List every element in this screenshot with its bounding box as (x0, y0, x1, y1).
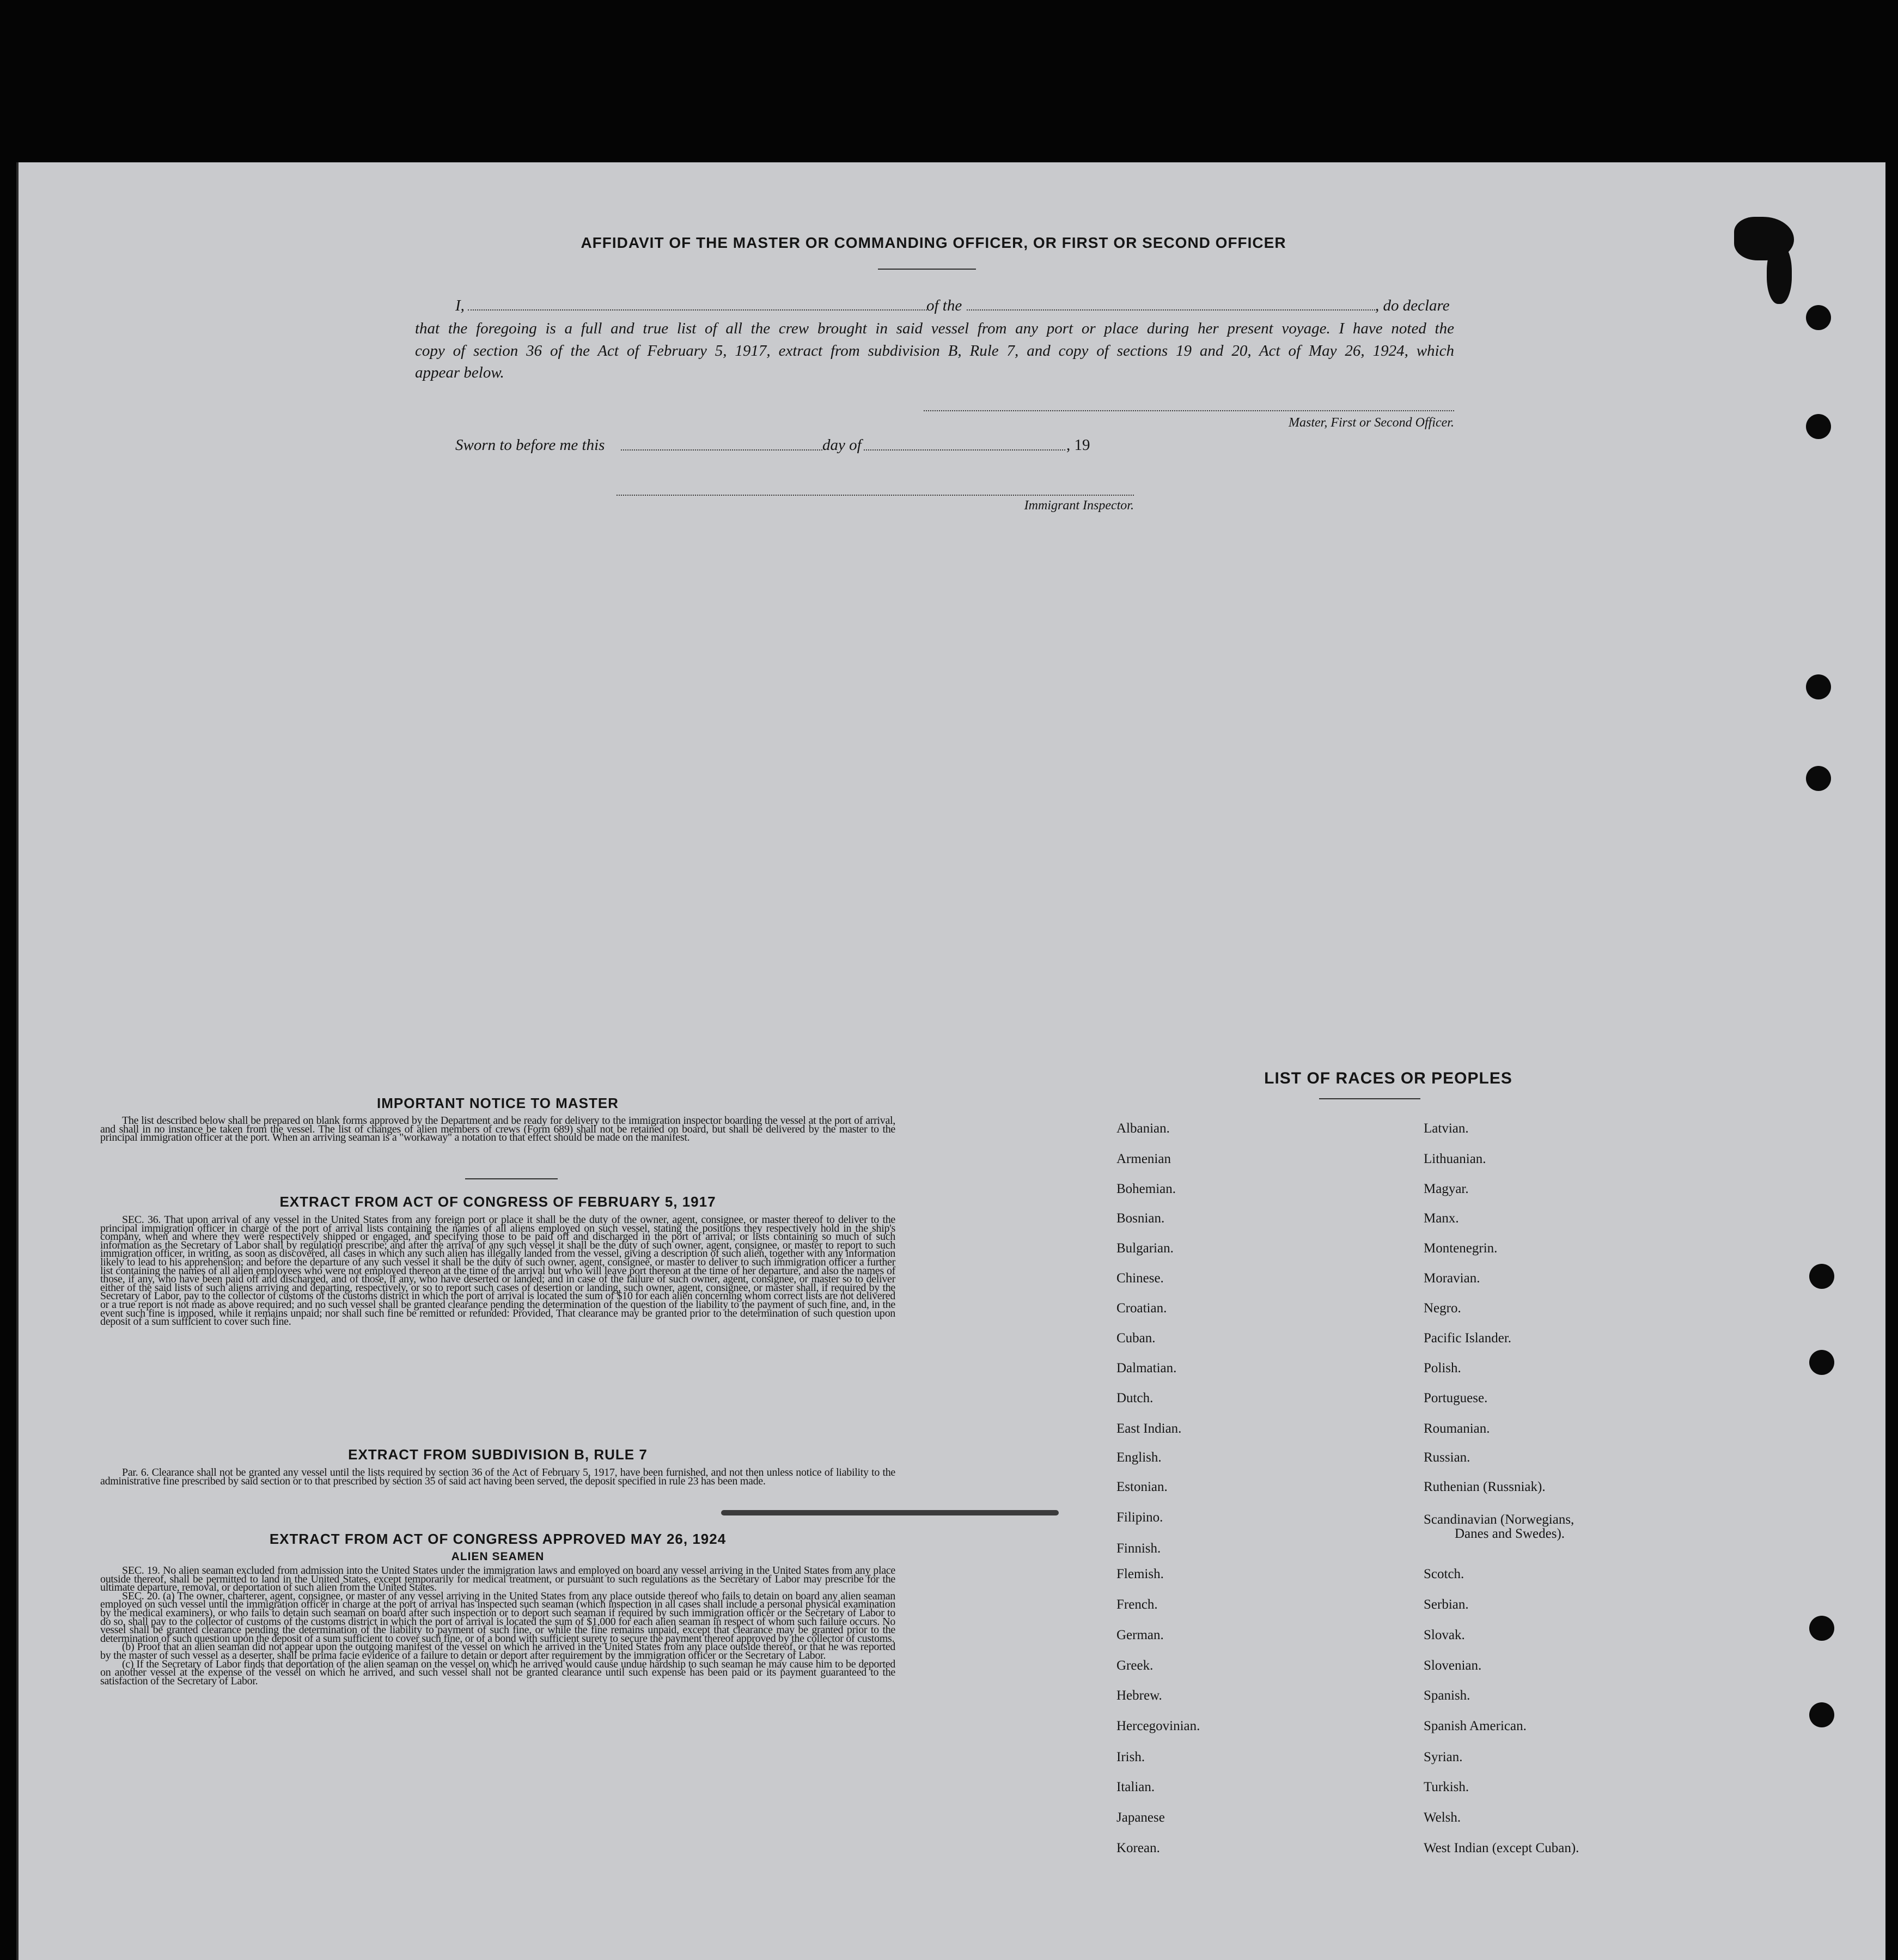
affidavit-of-the: of the (926, 297, 962, 314)
race-item: Turkish. (1424, 1780, 1469, 1794)
race-item: Polish. (1424, 1361, 1461, 1375)
race-item: East Indian. (1116, 1421, 1182, 1436)
extract-1924-title: EXTRACT FROM ACT OF CONGRESS APPROVED MAY 26, 1924 (269, 1531, 727, 1547)
punch-hole (1806, 414, 1831, 439)
section-19-paragraph: SEC. 19. No alien seaman excluded from admission into the United States under the immigration laws and employed on board any vessel arriving in the United States from any place outside thereof, shall be permitted to land in the United States, except temporarily for medical treatment, or pursuant to such regulations as the Secretary of Labor may prescribe for the ultimate departure, removal, or deportation of such alien from the United States. (100, 1565, 895, 1594)
race-item: Pacific Islander. (1424, 1331, 1512, 1346)
section-36-paragraph: SEC. 36. That upon arrival of any vessel in the United States from any foreign port or place it shall be the duty of the owner, agent, consignee, or master thereof to deliver to the principal immigration officer in charge of the port of arrival lists containing the names of all aliens employed on such vessel, stating the positions they respectively hold in the ship's company, when and where they were respectively shipped or engaged, and specifying those to be paid off and discharged in the port of arrival; or lists containing so much of such information as the Secretary of Labor shall by regulation prescribe; and after the arrival of any such vessel it shall be the duty of such owner, agent, consignee, or master to report to such immigration officer, in writing, as soon as discovered, all cases in which any such alien has illegally landed from the vessel, giving a description of such alien, together with any information likely to lead to his apprehension; and before the departure of any such vessel it shall be the duty of such owner, agent, consignee, or master to deliver to such immigration officer a further list containing the names of all alien employees who were not employed thereon at the time of the arrival but who will leave port thereon at the time of her departure, and also the names of those, if any, who have been paid off and discharged, and of those, if any, who have deserted or landed; and in case of the failure of such owner, agent, consignee, or master so to deliver either of the said lists of such aliens arriving and departing, respectively, or so to report such cases of desertion or landing, such owner, agent, consignee, or master shall, if required by the Secretary of Labor, pay to the collector of customs of the customs district in which the port of arrival is located the sum of $10 for each alien concerning whom correct lists are not delivered or a true report is not made as above required; and no such vessel shall be granted clearance pending the determination of the question of the liability to the payment of such fine, and, in the event such fine is imposed, while it remains unpaid; nor shall such fine be remitted or refunded: Provided, That clearance may be granted prior to the determination of such question upon deposit of a sum sufficient to cover such fine. (100, 1214, 895, 1328)
race-item: Manx. (1424, 1211, 1459, 1226)
punch-hole (1809, 1616, 1834, 1641)
races-title: LIST OF RACES OR PEOPLES (1264, 1069, 1512, 1087)
punch-hole (1809, 1702, 1834, 1727)
race-item: Ruthenian (Russniak). (1424, 1480, 1546, 1494)
race-item: Scotch. (1424, 1567, 1464, 1581)
affidavit-i: I, (455, 297, 465, 314)
title-divider (878, 269, 976, 270)
alien-seamen-subtitle: ALIEN SEAMEN (451, 1550, 545, 1563)
race-item: Irish. (1116, 1750, 1145, 1764)
extract-1917-title: EXTRACT FROM ACT OF CONGRESS OF FEBRUARY 5, 1917 (279, 1194, 716, 1210)
race-item: Estonian. (1116, 1480, 1168, 1494)
race-item: Flemish. (1116, 1567, 1164, 1581)
race-item: Montenegrin. (1424, 1241, 1498, 1256)
punch-hole (1809, 1350, 1834, 1375)
affidavit-title: AFFIDAVIT OF THE MASTER OR COMMANDING OFFICER, OR FIRST OR SECOND OFFICER (581, 234, 1286, 251)
sworn-month-field[interactable] (864, 449, 1065, 451)
race-item: German. (1116, 1628, 1164, 1642)
race-item: Chinese. (1116, 1271, 1164, 1286)
race-item: West Indian (except Cuban). (1424, 1841, 1579, 1855)
race-item: Magyar. (1424, 1182, 1469, 1196)
punch-hole (1806, 305, 1831, 330)
section-20a-paragraph: SEC. 20. (a) The owner, charterer, agent, consignee, or master of any vessel arriving in the United States from any place outside thereof who fails to detain on board any alien seaman employed on such vessel until the immigration officer in charge at the port of arrival has inspected such seaman (which inspection in all cases shall include a personal physical examination by the medical examiners), or who fails to detain such seaman on board after such inspection or to deport such seaman if required by such immigration officer or the Secretary of Labor to do so, shall pay to the collector of customs of the customs district in which the port of arrival is located the sum of $1,000 for each alien seaman in respect of whom such failure occurs. No vessel shall be granted clearance pending the determination of the liability to payment of such fine, or while the fine remains unpaid, except that clearance may be granted prior to the determination of such question upon the deposit of a sum sufficient to cover such fine, or of a bond with sufficient surety to secure the payment thereof approved by the collector of customs. (100, 1590, 895, 1645)
race-item: Welsh. (1424, 1810, 1461, 1825)
section-20c-paragraph: (c) If the Secretary of Labor finds that deportation of the alien seaman on the vessel on which he arrived would cause undue hardship to such seaman he may cause him to be deported on another vessel at the expense of the vessel on which he arrived, and such vessel shall not be granted clearance until such expense has been paid or its payment guaranteed to the satisfaction of the Secretary of Labor. (100, 1658, 895, 1687)
punch-hole (1809, 1264, 1834, 1289)
race-item: Dutch. (1116, 1391, 1154, 1405)
race-item: Bulgarian. (1116, 1241, 1174, 1256)
race-item: Greek. (1116, 1658, 1154, 1673)
race-item: Armenian (1116, 1152, 1171, 1166)
master-signature-field[interactable] (924, 410, 1454, 411)
race-item: Slovenian. (1424, 1658, 1482, 1673)
vessel-name-field[interactable] (967, 309, 1375, 311)
race-item: Dalmatian. (1116, 1361, 1177, 1375)
affidavit-line-4: appear below. (415, 364, 504, 381)
races-divider (1319, 1098, 1420, 1099)
affidavit-declare: , do declare (1375, 297, 1450, 314)
extract-1917-text (100, 1216, 895, 1326)
ink-smudge (721, 1510, 1059, 1515)
ink-blot (1767, 244, 1792, 304)
extract-1924-text (100, 1567, 895, 1685)
race-item: Lithuanian. (1424, 1152, 1486, 1166)
race-item: English. (1116, 1450, 1162, 1465)
race-item: Syrian. (1424, 1750, 1463, 1764)
rule-7-text (100, 1466, 895, 1487)
day-of-label: day of (822, 436, 862, 454)
notice-paragraph: The list described below shall be prepared on blank forms approved by the Department and be ready for delivery to the immigration inspector boarding the vessel at the port of arrival, and shall in no instance be taken from the vessel. The list of changes of alien members of crews (Form 689) shall not be retained on board, but shall be delivered by the master to the principal immigration officer at the port. When an arriving seaman is a "workaway" a notation to that effect should be made on the manifest. (100, 1115, 895, 1144)
rule-7-title: EXTRACT FROM SUBDIVISION B, RULE 7 (348, 1446, 648, 1463)
inspector-signature-field[interactable] (617, 495, 1134, 496)
race-item: Moravian. (1424, 1271, 1480, 1286)
race-item: French. (1116, 1597, 1158, 1612)
affidavit-line-2: that the foregoing is a full and true list of all the crew brought in said vessel from any port or place during her present voyage. I have noted the (415, 320, 1454, 337)
race-item: Finnish. (1116, 1541, 1161, 1556)
race-item: Danes and Swedes). (1455, 1526, 1565, 1541)
race-item: Cuban. (1116, 1331, 1156, 1346)
race-item: Italian. (1116, 1780, 1155, 1794)
race-item: Latvian. (1424, 1121, 1469, 1136)
form-sheet (16, 162, 1885, 1960)
race-item: Bohemian. (1116, 1182, 1176, 1196)
master-caption: Master, First or Second Officer. (1289, 416, 1454, 430)
notice-title: IMPORTANT NOTICE TO MASTER (377, 1095, 619, 1111)
notice-text (100, 1117, 895, 1142)
race-item: Spanish. (1424, 1688, 1470, 1703)
sworn-label: Sworn to before me this (455, 436, 605, 454)
race-item: Filipino. (1116, 1510, 1163, 1525)
race-item: Hebrew. (1116, 1688, 1162, 1703)
race-item: Bosnian. (1116, 1211, 1165, 1226)
race-item: Portuguese. (1424, 1391, 1488, 1405)
sworn-day-field[interactable] (621, 449, 822, 451)
year-label: , 19 (1066, 436, 1090, 454)
punch-hole (1806, 674, 1831, 699)
race-item: Spanish American. (1424, 1719, 1527, 1733)
officer-name-field[interactable] (468, 309, 927, 311)
race-item: Hercegovinian. (1116, 1719, 1200, 1733)
race-item: Serbian. (1424, 1597, 1469, 1612)
section-20b-paragraph: (b) Proof that an alien seaman did not appear upon the outgoing manifest of the vessel on which he arrived in the United States from any place outside thereof, or that he was reported by the master of such vessel as a deserter, shall be prima facie evidence of a failure to detain or deport after requirement by the immigration officer or the Secretary of Labor. (100, 1641, 895, 1661)
race-item: Scandinavian (Norwegians, (1424, 1512, 1574, 1527)
rule-7-paragraph: Par. 6. Clearance shall not be granted any vessel until the lists required by section 36 of the Act of February 5, 1917, have been furnished, and not then unless notice of liability to the administrative fine prescribed by said section or to that prescribed by section 35 of said act having been served, the deposit specified in rule 23 has been made. (100, 1466, 895, 1487)
race-item: Korean. (1116, 1841, 1160, 1855)
race-item: Japanese (1116, 1810, 1165, 1825)
affidavit-line-3: copy of section 36 of the Act of February 5, 1917, extract from subdivision B, Rule 7, and copy of sections 19 and 20, Act of May 26, 1924, which (415, 342, 1454, 360)
race-item: Croatian. (1116, 1301, 1167, 1316)
race-item: Albanian. (1116, 1121, 1170, 1136)
race-item: Negro. (1424, 1301, 1461, 1316)
race-item: Russian. (1424, 1450, 1470, 1465)
notice-divider (465, 1178, 558, 1179)
race-item: Roumanian. (1424, 1421, 1490, 1436)
inspector-caption: Immigrant Inspector. (1024, 498, 1134, 513)
race-item: Slovak. (1424, 1628, 1465, 1642)
punch-hole (1806, 766, 1831, 791)
